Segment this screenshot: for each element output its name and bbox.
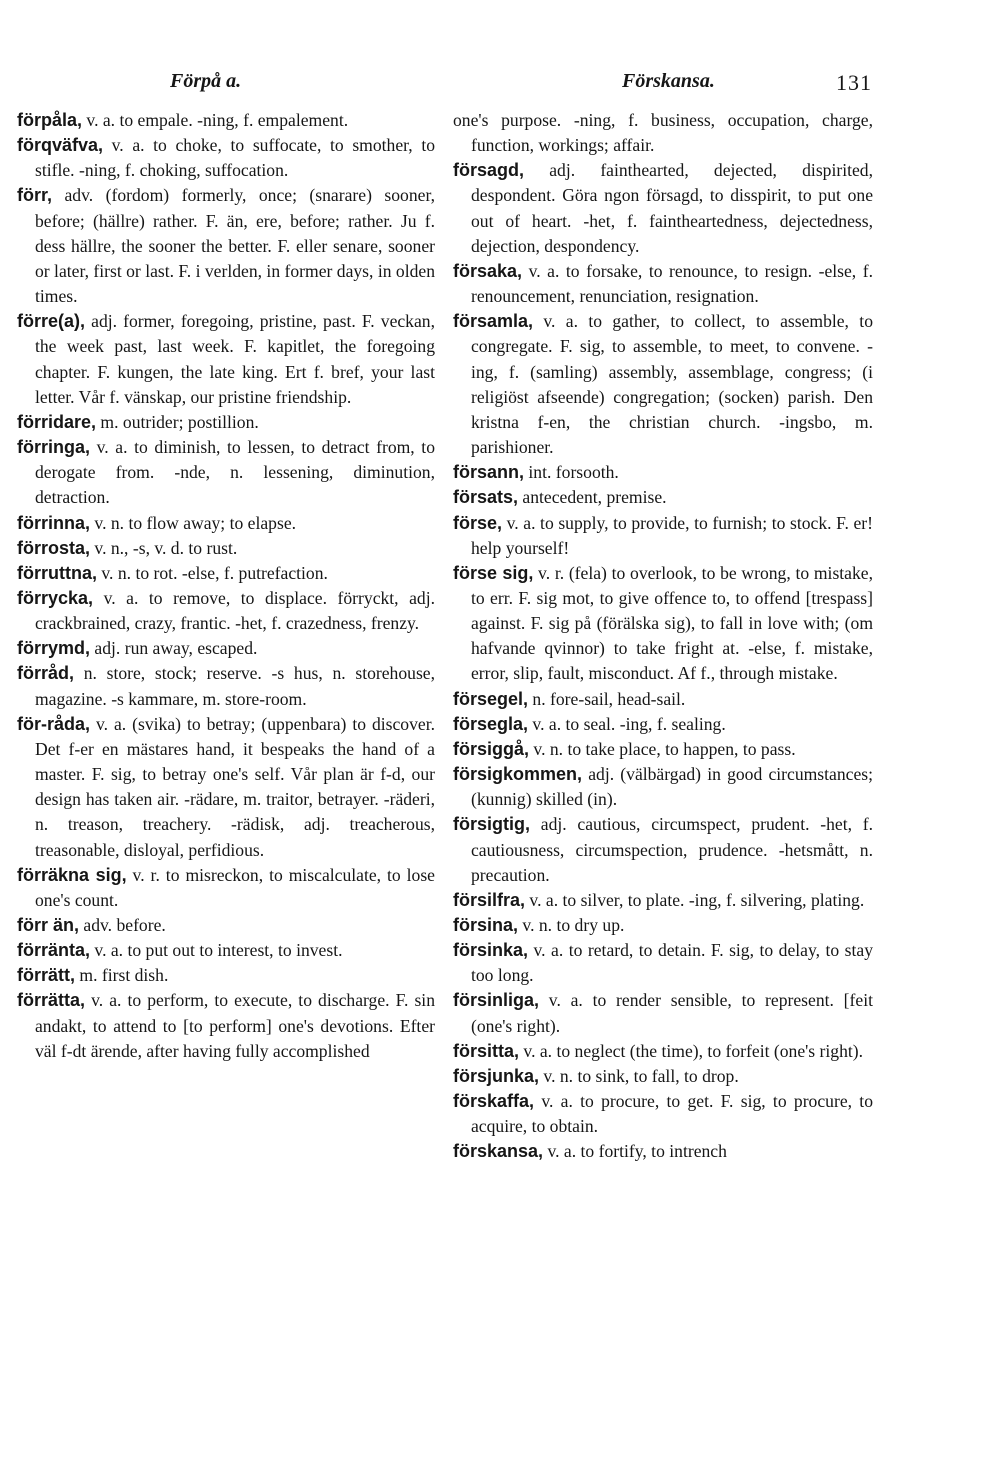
definition: v. a. to put out to interest, to invest. [90, 940, 343, 961]
definition: v. r. (fela) to overlook, to be wrong, to mistake, to err. F. sig mot, to give offence to, to offend [trespass] against. F. sig på (förälska sig), to fall in love with; (om hafvande qvinnor) to take fright at. -else, f. mistake, error, slip, fault, misconduct. Af f., through mistake. [471, 562, 873, 684]
definition: v. a. to gather, to collect, to assemble, to congregate. F. sig, to assemble, to meet, to convene. -ing, f. (samling) assembly, assemblage, congress; (i religiöst afseende) congregation; (socken) parish. Den kristna f-en, the christian church. -ingsbo, m. parishioner. [471, 311, 873, 458]
headword: försigtig, [453, 814, 530, 835]
headword: försiggå, [453, 738, 530, 759]
headword: försilfra, [453, 889, 526, 910]
headword: försjunka, [453, 1065, 540, 1086]
dictionary-entry [17, 108, 435, 133]
dictionary-entry [453, 1039, 873, 1064]
dictionary-entry [453, 108, 873, 158]
headword: förruttna, [17, 562, 97, 583]
headword: försinka, [453, 940, 529, 961]
dictionary-entry [453, 913, 873, 938]
dictionary-entry [453, 762, 873, 812]
headword: förre(a), [17, 311, 86, 332]
definition: one's purpose. -ning, f. business, occupation, charge, function, workings; affair. [453, 110, 873, 156]
definition: v. a. to choke, to suffocate, to smother, to stifle. -ning, f. choking, suffocation. [35, 135, 435, 181]
definition: v. a. to forsake, to renounce, to resign. -else, f. renouncement, renunciation, resignation. [471, 260, 873, 307]
definition: n. fore-sail, head-sail. [528, 688, 686, 709]
dictionary-entry [17, 410, 435, 435]
dictionary-entry [17, 511, 435, 536]
running-head [0, 70, 984, 104]
definition: v. n. to rot. -else, f. putrefaction. [97, 562, 328, 583]
definition: v. a. to perform, to execute, to discharge. F. sin andakt, to attend to [to perform] one's devotions. Efter väl f-dt ärende, after having fully accomplished [35, 990, 435, 1061]
definition: v. a. to seal. -ing, f. sealing. [528, 713, 726, 734]
headword: förskaffa, [453, 1091, 535, 1112]
definition: v. a. to render sensible, to represent. [feit (one's right). [471, 990, 873, 1036]
header-left-guideword: Förpå a. [170, 70, 242, 92]
dictionary-entry [453, 561, 873, 687]
definition: v. a. to silver, to plate. -ing, f. silvering, plating. [525, 889, 865, 910]
headword: försats, [453, 487, 519, 508]
definition: v. a. (svika) to betray; (uppenbara) to discover. Det f-er en mästares hand, it bespeaks the hand of a master. F. sig, to betray one's self. Vår plan är f-d, our design has taken air. -rädare, m. traitor, betrayer. -räderi, n. treason, treachery. -rädisk, adj. treacherous, treasonable, disloyal, perfidious. [35, 713, 435, 860]
headword: försina, [453, 915, 519, 935]
headword: förse sig, [453, 562, 534, 583]
headword: förrätt, [17, 965, 75, 986]
headword: förringa, [17, 437, 91, 458]
dictionary-entry [453, 687, 873, 712]
dictionary-entry [453, 485, 873, 510]
definition: adj. fainthearted, dejected, dispirited, despondent. Göra ngon försagd, to disspirit, to put one out of heart. -het, f. faintheartedness, dejectedness, dejection, despondency. [471, 160, 873, 256]
dictionary-entry [17, 863, 435, 913]
headword: förskansa, [453, 1141, 544, 1162]
dictionary-entry [17, 963, 435, 988]
definition: adv. before. [79, 915, 166, 935]
headword: förqväfva, [17, 135, 104, 156]
headword: förrymd, [17, 638, 91, 659]
definition: adj. former, foregoing, pristine, past. F. veckan, the week past, last week. F. kapitlet, the foregoing chapter. F. kungen, the late king. Ert f. bref, your last letter. Vår f. vänskap, our pristine friendship. [35, 311, 435, 407]
dictionary-entry [17, 586, 435, 636]
definition: antecedent, premise. [518, 487, 667, 508]
dictionary-entry [453, 737, 873, 762]
headword: förräkna sig, [17, 864, 127, 885]
definition: adv. (fordom) formerly, once; (snarare) sooner, before; (hällre) rather. F. än, ere, before; rather. Ju f. dess hällre, the sooner the better. F. eller senare, sooner or later, first or last. F. i verlden, in former days, in olden times. [35, 185, 435, 307]
dictionary-entry [17, 988, 435, 1063]
headword: försaka, [453, 260, 523, 281]
dictionary-entry [453, 511, 873, 561]
headword: förränta, [17, 940, 91, 961]
definition: adj. (välbärgad) in good circumstances; (kunnig) skilled (in). [471, 764, 873, 810]
dictionary-entry [453, 888, 873, 913]
headword: försigkommen, [453, 764, 583, 785]
definition: m. outrider; postillion. [96, 411, 259, 432]
definition: n. store, stock; reserve. -s hus, n. storehouse, magazine. -s kammare, m. store-room. [35, 663, 435, 709]
headword: förrycka, [17, 587, 94, 608]
dictionary-entry [453, 812, 873, 887]
header-right-guideword: Förskansa. [622, 70, 715, 92]
dictionary-entry [17, 913, 435, 938]
dictionary-entry [453, 1089, 873, 1139]
headword: försitta, [453, 1040, 520, 1061]
definition: adj. run away, escaped. [90, 638, 258, 659]
headword: försann, [453, 462, 525, 483]
headword: förr, [17, 185, 53, 206]
headword: förrätta, [17, 990, 86, 1011]
page-number: 131 [836, 70, 872, 95]
definition: v. n. to flow away; to elapse. [90, 512, 297, 533]
definition: v. a. to remove, to displace. förryckt, adj. crackbrained, crazy, frantic. -het, f. crazedness, frenzy. [35, 587, 435, 634]
definition: v. n. to take place, to happen, to pass. [529, 738, 796, 759]
dictionary-entry [17, 712, 435, 863]
dictionary-entry [17, 636, 435, 661]
definition: v. a. to supply, to provide, to furnish; to stock. F. er! help yourself! [471, 512, 873, 558]
dictionary-entry [453, 988, 873, 1038]
left-column [17, 108, 435, 1064]
headword: försegla, [453, 713, 529, 734]
definition: v. n. to dry up. [518, 915, 625, 935]
dictionary-entry [17, 938, 435, 963]
dictionary-entry [17, 309, 435, 410]
definition: v. a. to retard, to detain. F. sig, to delay, to stay too long. [471, 940, 873, 986]
definition: int. forsooth. [524, 462, 619, 483]
definition: v. a. to fortify, to intrench [543, 1141, 727, 1162]
definition: v. r. to misreckon, to miscalculate, to lose one's count. [35, 864, 435, 910]
definition: v. a. to neglect (the time), to forfeit (one's right). [519, 1040, 864, 1061]
headword: förr än, [17, 915, 80, 935]
definition: m. first dish. [75, 965, 169, 986]
dictionary-entry [17, 183, 435, 309]
definition: v. a. to procure, to get. F. sig, to procure, to acquire, to obtain. [471, 1091, 873, 1137]
headword: förse, [453, 512, 503, 533]
definition: v. n. to sink, to fall, to drop. [539, 1065, 739, 1086]
definition: adj. cautious, circumspect, prudent. -het, f. cautiousness, circumspection, prudence. -hetsmått, n. precaution. [471, 814, 873, 885]
headword: förråd, [17, 663, 75, 684]
dictionary-entry [17, 133, 435, 183]
definition: v. n., -s, v. d. to rust. [90, 537, 238, 558]
dictionary-entry [453, 309, 873, 460]
dictionary-entry [17, 561, 435, 586]
dictionary-entry [453, 460, 873, 485]
headword: försegel, [453, 688, 529, 709]
dictionary-entry [17, 536, 435, 561]
dictionary-entry [453, 259, 873, 309]
headword: försinliga, [453, 990, 540, 1011]
dictionary-entry [453, 938, 873, 988]
dictionary-entry [453, 158, 873, 259]
right-column [453, 108, 873, 1165]
dictionary-entry [453, 1064, 873, 1089]
dictionary-entry [17, 661, 435, 711]
dictionary-entry [17, 435, 435, 510]
headword: förpåla, [17, 110, 83, 130]
definition: v. a. to diminish, to lessen, to detract from, to derogate from. -nde, n. lessening, diminution, detraction. [35, 437, 435, 508]
headword: för-råda, [17, 713, 91, 734]
dictionary-entry [453, 1139, 873, 1164]
headword: förridare, [17, 411, 97, 432]
headword: församla, [453, 311, 534, 332]
headword: förrosta, [17, 537, 91, 558]
headword: förrinna, [17, 512, 91, 533]
definition: v. a. to empale. -ning, f. empalement. [82, 110, 349, 130]
dictionary-entry [453, 712, 873, 737]
headword: försagd, [453, 160, 525, 181]
